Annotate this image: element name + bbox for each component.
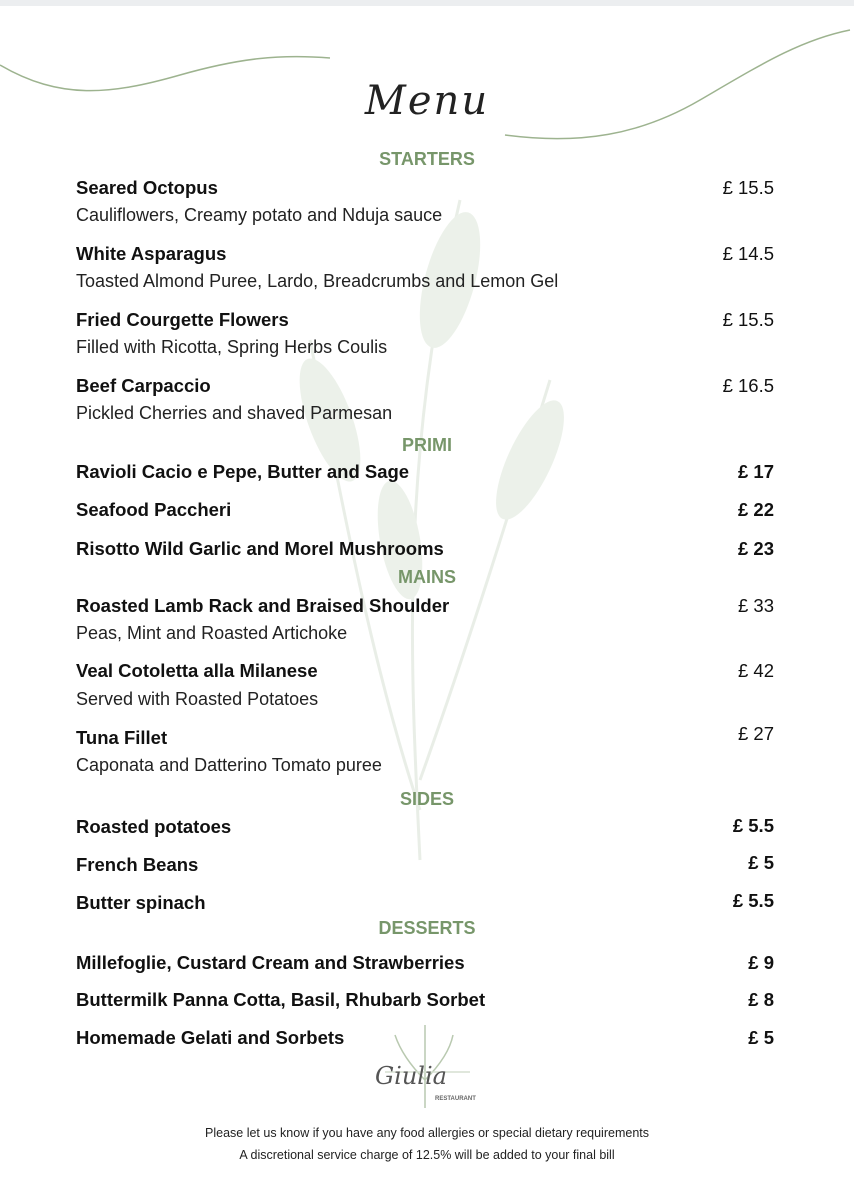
item-name: Risotto Wild Garlic and Morel Mushrooms (76, 538, 444, 559)
item-description: Pickled Cherries and shaved Parmesan (76, 403, 393, 423)
section-heading-primi: PRIMI (401, 435, 452, 455)
section-heading-desserts: DESSERTS (378, 918, 476, 938)
item-description: Peas, Mint and Roasted Artichoke (76, 623, 348, 643)
item-name: Seafood Paccheri (76, 499, 232, 520)
item-price: £ 15.5 (722, 309, 774, 330)
item-name: Ravioli Cacio e Pepe, Butter and Sage (76, 461, 410, 482)
item-description: Served with Roasted Potatoes (76, 689, 319, 709)
item-name: Veal Cotoletta alla Milanese (76, 660, 318, 681)
item-name: Homemade Gelati and Sorbets (76, 1027, 345, 1048)
item-name: Beef Carpaccio (76, 375, 211, 396)
service-charge-notice: A discretional service charge of 12.5% will be added to your final bill (239, 1148, 615, 1162)
section-heading-mains: MAINS (398, 567, 456, 587)
allergy-notice: Please let us know if you have any food allergies or special dietary requirements (205, 1126, 649, 1140)
item-name: Roasted potatoes (76, 816, 232, 837)
item-price: £ 5.5 (732, 890, 774, 911)
item-price: £ 27 (737, 723, 774, 744)
restaurant-logo (365, 1020, 485, 1110)
item-name: Buttermilk Panna Cotta, Basil, Rhubarb Sorbet (76, 989, 486, 1010)
menu-title: Menu (364, 78, 490, 124)
item-price: £ 15.5 (722, 177, 774, 198)
item-name: Seared Octopus (76, 177, 218, 198)
item-price: £ 5 (748, 852, 774, 873)
item-description: Cauliflowers, Creamy potato and Nduja sauce (76, 205, 443, 225)
item-name: White Asparagus (76, 243, 227, 264)
item-name: Roasted Lamb Rack and Braised Shoulder (76, 595, 450, 616)
item-description: Toasted Almond Puree, Lardo, Breadcrumbs and Lemon Gel (76, 271, 559, 291)
item-price: £ 16.5 (722, 375, 774, 396)
logo-subtitle: RESTAURANT (435, 1096, 476, 1102)
item-price: £ 22 (737, 499, 774, 520)
item-name: Fried Courgette Flowers (76, 309, 289, 330)
item-price: £ 17 (737, 461, 774, 482)
item-name: Butter spinach (76, 892, 206, 913)
item-price: £ 5.5 (732, 815, 774, 836)
item-price: £ 9 (748, 952, 774, 973)
item-name: Tuna Fillet (76, 727, 168, 748)
item-price: £ 8 (748, 989, 774, 1010)
item-price: £ 5 (748, 1027, 774, 1048)
section-heading-starters: STARTERS (379, 149, 475, 169)
item-name: French Beans (76, 854, 199, 875)
item-price: £ 14.5 (722, 243, 774, 264)
section-heading-sides: SIDES (399, 789, 455, 809)
item-price: £ 33 (737, 595, 774, 616)
item-price: £ 42 (737, 660, 774, 681)
item-description: Caponata and Datterino Tomato puree (76, 755, 382, 775)
logo-name: Giulia (375, 1062, 447, 1090)
item-price: £ 23 (737, 538, 774, 559)
item-description: Filled with Ricotta, Spring Herbs Coulis (76, 337, 388, 357)
item-name: Millefoglie, Custard Cream and Strawberries (76, 952, 465, 973)
